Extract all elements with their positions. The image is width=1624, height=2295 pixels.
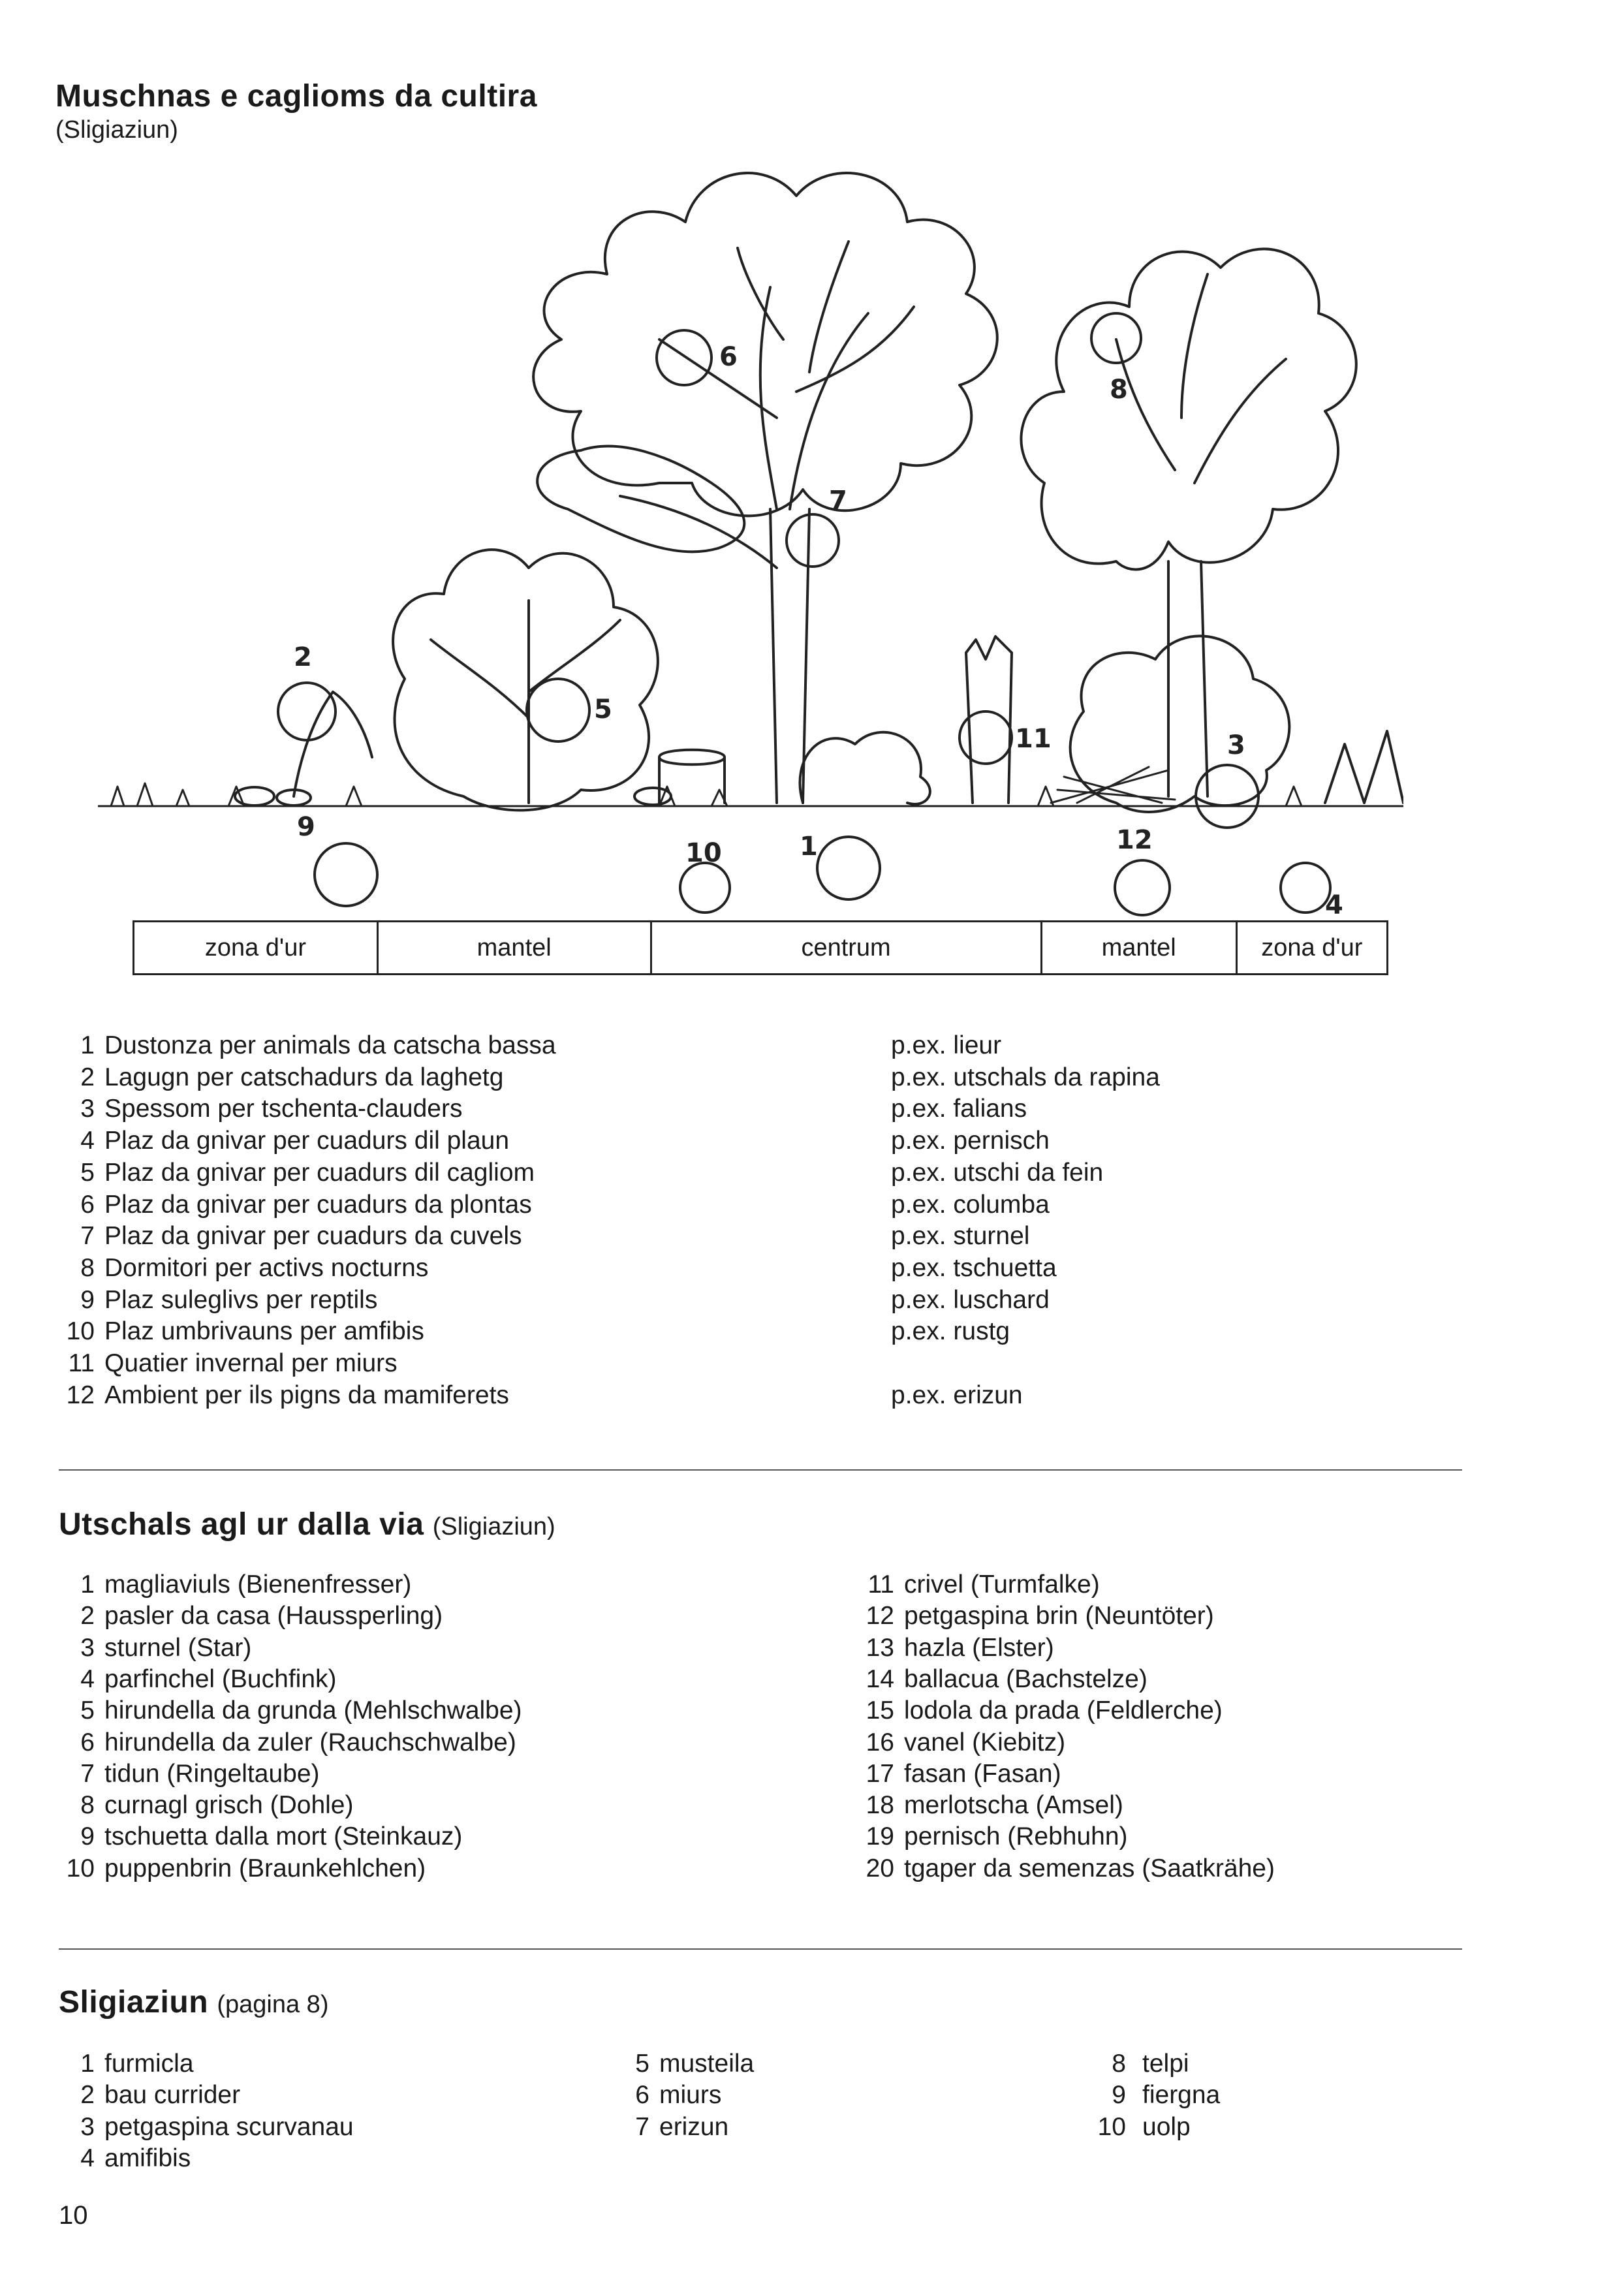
habitat-circle-9 bbox=[315, 843, 377, 906]
item-number: 15 bbox=[866, 1696, 894, 1725]
item-text: tgaper da semenzas (Saatkrähe) bbox=[904, 1854, 1275, 1882]
item-number: 10 bbox=[66, 1854, 95, 1882]
item-number: 5 bbox=[80, 1158, 95, 1187]
item-number: 13 bbox=[866, 1633, 894, 1662]
item-text: bau currider bbox=[104, 2081, 241, 2110]
right-tree-branches bbox=[1116, 274, 1286, 796]
item-text: Quatier invernal per miurs bbox=[104, 1349, 398, 1377]
habitat-circle-10 bbox=[680, 863, 730, 913]
item-number: 10 bbox=[1097, 2112, 1126, 2141]
label-9: 9 bbox=[297, 812, 315, 842]
section2-heading bbox=[59, 1507, 555, 1542]
item-number: 3 bbox=[80, 1633, 95, 1662]
item-number: 2 bbox=[80, 1063, 95, 1091]
item-text: Plaz da gnivar per cuadurs dil plaun bbox=[104, 1127, 510, 1155]
label-1: 1 bbox=[800, 832, 818, 862]
item-number: 6 bbox=[635, 2081, 649, 2110]
item-number: 1 bbox=[80, 1570, 95, 1599]
item-text: amifibis bbox=[104, 2144, 191, 2172]
item-text: erizun bbox=[659, 2112, 729, 2141]
item-example: p.ex. utschi da fein bbox=[891, 1158, 1104, 1187]
habitat-circle-3 bbox=[1196, 765, 1258, 828]
section2-title: Utschals agl ur dalla via bbox=[59, 1507, 424, 1542]
left-branch bbox=[620, 496, 777, 568]
habitat-circle-11 bbox=[960, 711, 1012, 764]
habitat-circle-2 bbox=[278, 683, 336, 740]
item-text: ballacua (Bachstelze) bbox=[904, 1664, 1148, 1693]
item-number: 12 bbox=[66, 1381, 95, 1409]
item-number: 11 bbox=[867, 1570, 894, 1599]
item-text: Spessom per tschenta-clauders bbox=[104, 1095, 463, 1123]
item-number: 14 bbox=[866, 1664, 894, 1693]
conifers bbox=[1325, 731, 1403, 803]
item-number: 9 bbox=[1112, 2081, 1126, 2110]
zone-centrum: centrum bbox=[652, 922, 1042, 973]
item-number: 11 bbox=[68, 1349, 95, 1377]
item-example: p.ex. falians bbox=[891, 1095, 1027, 1123]
label-8: 8 bbox=[1110, 375, 1128, 405]
item-example: p.ex. sturnel bbox=[891, 1222, 1030, 1251]
item-text: curnagl grisch (Dohle) bbox=[104, 1791, 354, 1820]
item-number: 20 bbox=[866, 1854, 894, 1882]
section3-heading bbox=[59, 1984, 328, 2020]
item-text: pasler da casa (Haussperling) bbox=[104, 1602, 443, 1631]
item-number: 1 bbox=[80, 1031, 95, 1059]
habitat-circle-1 bbox=[817, 837, 880, 899]
right-tree-canopy bbox=[1021, 249, 1356, 569]
item-text: Plaz umbrivauns per amfibis bbox=[104, 1317, 424, 1346]
item-text: tidun (Ringeltaube) bbox=[104, 1759, 320, 1788]
item-text: musteila bbox=[659, 2050, 755, 2078]
small-shrub bbox=[294, 692, 372, 796]
label-3: 3 bbox=[1227, 730, 1245, 760]
item-text: magliaviuls (Bienenfresser) bbox=[104, 1570, 412, 1599]
item-number: 3 bbox=[80, 1095, 95, 1123]
section3-title: Sligiaziun bbox=[59, 1985, 209, 2020]
label-6: 6 bbox=[719, 342, 738, 372]
item-number: 9 bbox=[80, 1285, 95, 1314]
item-number: 1 bbox=[80, 2050, 95, 2078]
tree-stump bbox=[659, 750, 725, 803]
habitat-circle-5 bbox=[527, 679, 589, 742]
section1-title: Muschnas e caglioms da cultira bbox=[55, 79, 537, 114]
item-text: Plaz da gnivar per cuadurs dil cagliom bbox=[104, 1158, 535, 1187]
label-5: 5 bbox=[594, 695, 612, 725]
item-number: 2 bbox=[80, 2081, 95, 2110]
item-text: petgaspina scurvanau bbox=[104, 2112, 354, 2141]
brush-pile bbox=[1051, 767, 1175, 803]
item-text: puppenbrin (Braunkehlchen) bbox=[104, 1854, 426, 1882]
item-number: 6 bbox=[80, 1190, 95, 1219]
zones-bar bbox=[133, 920, 1388, 975]
item-text: hazla (Elster) bbox=[904, 1633, 1054, 1662]
item-text: fiergna bbox=[1142, 2081, 1221, 2110]
middle-bush bbox=[800, 732, 929, 804]
left-bush bbox=[393, 550, 658, 810]
item-number: 18 bbox=[866, 1791, 894, 1820]
habitat-circle-7 bbox=[787, 514, 839, 567]
item-text: uolp bbox=[1142, 2112, 1191, 2141]
item-text: Ambient per ils pigns da mamiferets bbox=[104, 1381, 509, 1409]
item-example: p.ex. pernisch bbox=[891, 1127, 1050, 1155]
stone bbox=[634, 788, 671, 805]
item-number: 12 bbox=[866, 1602, 894, 1631]
item-number: 7 bbox=[635, 2112, 649, 2141]
item-text: telpi bbox=[1142, 2050, 1189, 2078]
item-number: 4 bbox=[80, 1664, 95, 1693]
item-number: 17 bbox=[866, 1759, 894, 1788]
item-text: lodola da prada (Feldlerche) bbox=[904, 1696, 1223, 1725]
item-text: sturnel (Star) bbox=[104, 1633, 252, 1662]
zone-mantel-right: mantel bbox=[1042, 922, 1238, 973]
item-text: furmicla bbox=[104, 2050, 194, 2078]
label-7: 7 bbox=[829, 486, 847, 516]
divider-1 bbox=[59, 1469, 1462, 1471]
item-number: 7 bbox=[80, 1222, 95, 1251]
zone-mantel-left: mantel bbox=[379, 922, 652, 973]
item-text: merlotscha (Amsel) bbox=[904, 1791, 1123, 1820]
section1-subtitle: (Sligiaziun) bbox=[55, 116, 178, 144]
item-number: 7 bbox=[80, 1759, 95, 1788]
central-tree-branches bbox=[659, 242, 914, 509]
habitat-circle-6 bbox=[657, 330, 711, 385]
item-text: tschuetta dalla mort (Steinkauz) bbox=[104, 1822, 463, 1851]
zone-edge-right: zona d'ur bbox=[1261, 933, 1363, 961]
label-12: 12 bbox=[1116, 825, 1153, 855]
section3-subtitle: (pagina 8) bbox=[217, 1991, 329, 2018]
item-example: p.ex. utschals da rapina bbox=[891, 1063, 1160, 1091]
item-text: Lagugn per catschadurs da laghetg bbox=[104, 1063, 504, 1091]
left-bush-branches bbox=[431, 601, 620, 803]
label-11: 11 bbox=[1015, 724, 1052, 754]
item-text: Plaz da gnivar per cuadurs da cuvels bbox=[104, 1222, 522, 1251]
item-example: p.ex. columba bbox=[891, 1190, 1050, 1219]
item-number: 19 bbox=[866, 1822, 894, 1851]
item-text: crivel (Turmfalke) bbox=[904, 1570, 1100, 1599]
item-number: 10 bbox=[66, 1317, 95, 1346]
item-text: fasan (Fasan) bbox=[904, 1759, 1061, 1788]
habitat-circle-4 bbox=[1281, 863, 1330, 913]
label-10: 10 bbox=[685, 838, 722, 868]
item-example: p.ex. lieur bbox=[891, 1031, 1002, 1059]
item-text: hirundella da zuler (Rauchschwalbe) bbox=[104, 1728, 516, 1756]
section2-subtitle: (Sligiaziun) bbox=[432, 1513, 555, 1540]
left-branch-foliage bbox=[537, 446, 744, 552]
page-number: 10 bbox=[59, 2201, 88, 2230]
label-2: 2 bbox=[294, 642, 312, 672]
zone-edge-left: zona d'ur bbox=[134, 922, 379, 973]
item-number: 4 bbox=[80, 1127, 95, 1155]
item-text: petgaspina brin (Neuntöter) bbox=[904, 1602, 1214, 1631]
item-number: 2 bbox=[80, 1602, 95, 1631]
item-text: Plaz da gnivar per cuadurs da plontas bbox=[104, 1190, 532, 1219]
item-number: 8 bbox=[80, 1253, 95, 1282]
item-example: p.ex. tschuetta bbox=[891, 1253, 1057, 1282]
item-text: vanel (Kiebitz) bbox=[904, 1728, 1066, 1756]
divider-2 bbox=[59, 1948, 1462, 1950]
item-example: p.ex. luschard bbox=[891, 1285, 1050, 1314]
item-text: Dormitori per activs nocturns bbox=[104, 1253, 429, 1282]
label-4: 4 bbox=[1325, 890, 1343, 920]
item-example: p.ex. erizun bbox=[891, 1381, 1023, 1409]
item-number: 9 bbox=[80, 1822, 95, 1851]
item-number: 5 bbox=[80, 1696, 95, 1725]
item-text: Plaz suleglivs per reptils bbox=[104, 1285, 378, 1314]
item-number: 3 bbox=[80, 2112, 95, 2141]
item-number: 8 bbox=[1112, 2050, 1126, 2078]
habitat-circle-12 bbox=[1115, 860, 1170, 915]
item-number: 8 bbox=[80, 1791, 95, 1820]
item-text: pernisch (Rebhuhn) bbox=[904, 1822, 1128, 1851]
hedge-illustration bbox=[98, 144, 1403, 927]
item-text: miurs bbox=[659, 2081, 722, 2110]
item-number: 16 bbox=[866, 1728, 894, 1756]
item-example: p.ex. rustg bbox=[891, 1317, 1010, 1346]
item-number: 4 bbox=[80, 2144, 95, 2172]
item-number: 6 bbox=[80, 1728, 95, 1756]
central-tree-canopy bbox=[533, 173, 997, 516]
item-number: 5 bbox=[635, 2050, 649, 2078]
item-text: Dustonza per animals da catscha bassa bbox=[104, 1031, 556, 1059]
item-text: hirundella da grunda (Mehlschwalbe) bbox=[104, 1696, 522, 1725]
item-text: parfinchel (Buchfink) bbox=[104, 1664, 337, 1693]
